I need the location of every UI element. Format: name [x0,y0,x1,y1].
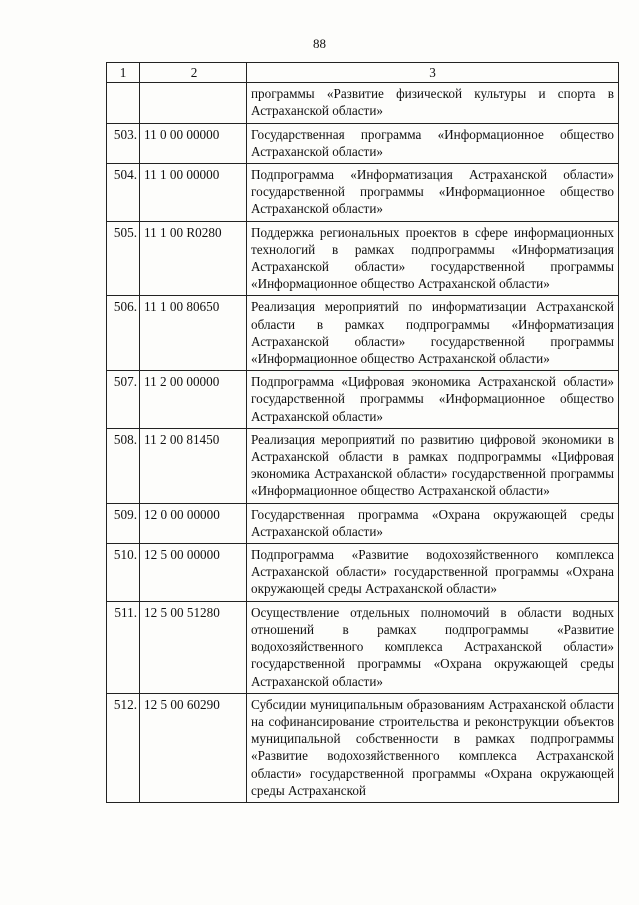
row-number: 505. [107,221,140,296]
row-description: Поддержка региональных проектов в сфере информационных технологий в рамках подпрограммы «Информатизация Астраханской области» государственной программы «Информационное общество Астраханской области» [247,221,619,296]
row-description: Государственная программа «Охрана окружающей среды Астраханской области» [247,503,619,543]
row-number: 509. [107,503,140,543]
table-row [107,296,619,371]
table-row [107,371,619,429]
table-header-row [107,63,619,83]
row-code: 11 2 00 81450 [140,428,247,503]
row-number: 510. [107,544,140,602]
row-code [140,83,247,123]
row-description: Подпрограмма «Цифровая экономика Астраханской области» государственной программы «Информационное общество Астраханской области» [247,371,619,429]
page-number: 88 [313,36,326,51]
row-description: Подпрограмма «Информатизация Астраханской области» государственной программы «Информационное общество Астраханской области» [247,164,619,222]
row-description: Государственная программа «Информационное общество Астраханской области» [247,123,619,163]
row-number: 507. [107,371,140,429]
budget-classification-table [106,62,619,803]
row-code: 12 5 00 00000 [140,544,247,602]
row-description: Подпрограмма «Развитие водохозяйственного комплекса Астраханской области» государственной программы «Охрана окружающей среды Астраханской области» [247,544,619,602]
row-number: 508. [107,428,140,503]
row-code: 11 1 00 R0280 [140,221,247,296]
row-code: 11 1 00 00000 [140,164,247,222]
header-col-1: 1 [107,63,140,83]
row-description: Реализация мероприятий по информатизации Астраханской области в рамках подпрограммы «Информатизация Астраханской области» государственной программы «Информационное общество Астраханской области» [247,296,619,371]
table-row [107,693,619,802]
row-code: 12 5 00 60290 [140,693,247,802]
header-col-3: 3 [247,63,619,83]
row-number: 503. [107,123,140,163]
table-row [107,221,619,296]
table-row [107,544,619,602]
table-row [107,123,619,163]
header-col-2: 2 [140,63,247,83]
row-code: 12 5 00 51280 [140,601,247,693]
row-code: 12 0 00 00000 [140,503,247,543]
row-code: 11 1 00 80650 [140,296,247,371]
row-number: 511. [107,601,140,693]
row-number: 506. [107,296,140,371]
row-code: 11 0 00 00000 [140,123,247,163]
table-row [107,601,619,693]
row-number: 504. [107,164,140,222]
row-description: Осуществление отдельных полномочий в области водных отношений в рамках подпрограммы «Развитие водохозяйственного комплекса Астраханской области» государственной программы «Охрана окружающей среды Астраханской области» [247,601,619,693]
table-row [107,83,619,123]
row-code: 11 2 00 00000 [140,371,247,429]
row-description: Субсидии муниципальным образованиям Астраханской области на софинансирование строительства и реконструкции объектов муниципальной собственности в рамках подпрограммы «Развитие водохозяйственного комплекса Астраханской области» государственной программы «Охрана окружающей среды Астраханской [247,693,619,802]
table-row [107,503,619,543]
table-row [107,428,619,503]
row-number: 512. [107,693,140,802]
row-number [107,83,140,123]
table-row [107,164,619,222]
row-description: Реализация мероприятий по развитию цифровой экономики в Астраханской области в рамках подпрограммы «Цифровая экономика Астраханской области» государственной программы «Информационное общество Астраханской области» [247,428,619,503]
row-description: программы «Развитие физической культуры и спорта в Астраханской области» [247,83,619,123]
